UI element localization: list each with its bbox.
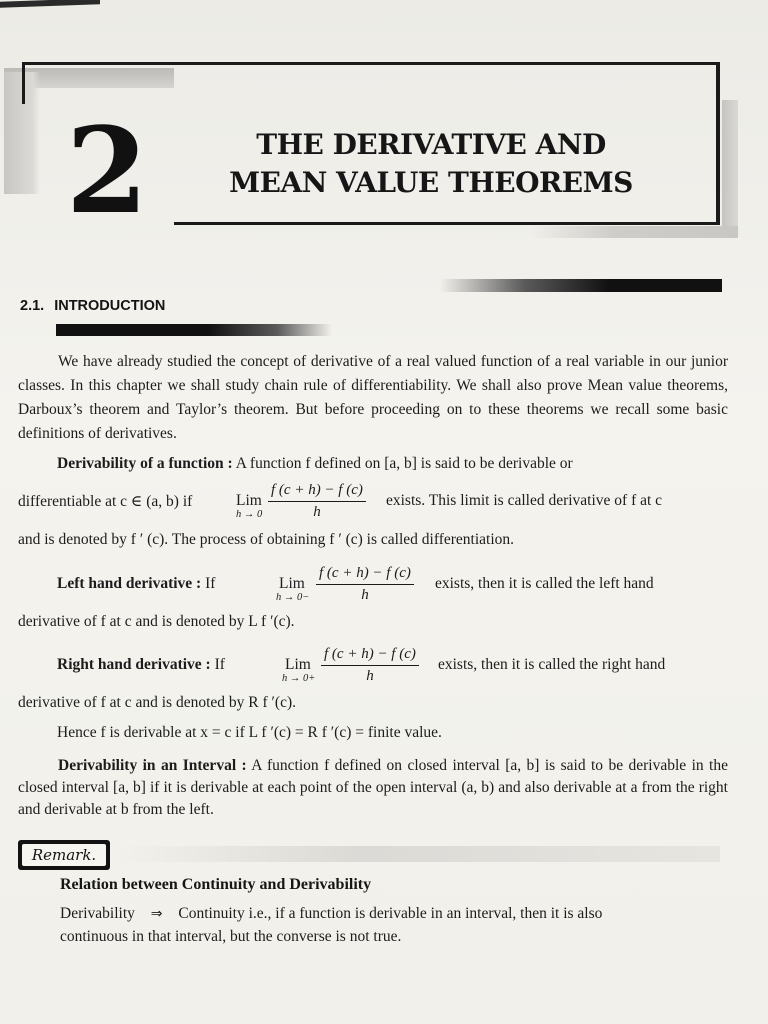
right-derivative-line2: derivative of f at c and is denoted by R f ′(c). (18, 694, 296, 711)
derivability-line2-prefix: differentiable at c ∈ (a, b) if (18, 493, 193, 510)
chapter-title (196, 126, 666, 202)
chapter-title-line1: THE DERIVATIVE AND (256, 128, 606, 161)
derivability-line3: and is denoted by f ′ (c). The process of obtaining f ′ (c) is called differentiation. (18, 531, 515, 548)
left-derivative-prefix: If (205, 575, 216, 592)
hence-line: Hence f is derivable at x = c if L f ′(c) = R f ′(c) = finite value. (57, 724, 442, 741)
derivability-fraction (268, 482, 366, 521)
right-derivative-lim-sub: h → 0+ (282, 673, 316, 684)
interval-paragraph (18, 755, 728, 821)
section-number: 2.1. (20, 298, 45, 314)
right-derivative-denominator: h (366, 668, 374, 684)
relation-line2: continuous in that interval, but the converse is not true. (60, 928, 402, 945)
left-derivative-numerator: f (c + h) − f (c) (316, 565, 414, 585)
right-derivative-heading-line (57, 656, 225, 674)
left-derivative-denominator: h (361, 587, 369, 603)
chapter-number: 2 (66, 101, 149, 240)
frame-border-right (716, 62, 720, 224)
faint-bleed-through (120, 846, 720, 862)
chapter-title-line2: MEAN VALUE THEOREMS (229, 166, 633, 199)
section-title: INTRODUCTION (54, 298, 166, 314)
derivability-heading: Derivability of a function : (57, 455, 233, 472)
frame-shadow-bottom (530, 226, 738, 238)
right-derivative-suffix: exists, then it is called the right hand (438, 656, 666, 673)
left-derivative-lim: Lim (279, 575, 305, 592)
implies-arrow-icon: ⇒ (150, 906, 163, 922)
remark-label: Remark. (22, 844, 106, 866)
remark-badge (18, 840, 110, 870)
left-derivative-heading: Left hand derivative : (57, 575, 202, 592)
derivability-line1-text: A function f defined on [a, b] is said to be derivable or (235, 455, 573, 472)
frame-border-left (22, 62, 25, 104)
relation-heading: Relation between Continuity and Derivability (60, 876, 372, 893)
intro-paragraph: We have already studied the concept of derivative of a real valued function of a real variable in our junior classes. In this chapter we shall study chain rule of differentiability. We shall also prove Mean value theorems, Darboux’s theorem and Taylor’s theorem. But before proceeding on to these theorems we recall some basic definitions of derivatives. (18, 353, 728, 442)
right-derivative-prefix: If (214, 656, 225, 673)
section-heading (20, 298, 165, 314)
left-derivative-lim-sub: h → 0− (276, 592, 310, 603)
right-derivative-numerator: f (c + h) − f (c) (321, 646, 419, 666)
frame-border-top (22, 62, 720, 65)
derivability-line1 (57, 455, 573, 473)
decorative-rule-left (56, 324, 332, 336)
interval-heading: Derivability in an Interval : (58, 757, 247, 774)
interval-text: A function f defined on closed interval [a, b] is said to be derivable in the closed interval [a, b] if it is derivable at each point of the open interval (a, b) and also derivable at a from the right and derivable at b from the left. (18, 757, 728, 818)
relation-line1 (60, 905, 602, 923)
derivability-denominator: h (313, 504, 321, 520)
derivability-line2-suffix: exists. This limit is called derivative of f at c (386, 492, 663, 509)
right-derivative-fraction (321, 646, 419, 685)
derivability-numerator: f (c + h) − f (c) (268, 482, 366, 502)
right-derivative-heading: Right hand derivative : (57, 656, 211, 673)
left-derivative-line2: derivative of f at c and is denoted by L f ′(c). (18, 613, 295, 630)
relation-left-term: Derivability (60, 905, 135, 922)
left-derivative-fraction (316, 565, 414, 604)
frame-shadow-right (722, 100, 738, 236)
left-derivative-heading-line (57, 575, 215, 593)
right-derivative-lim: Lim (285, 656, 311, 673)
relation-line1-text: Continuity i.e., if a function is derivable in an interval, then it is also (178, 905, 603, 922)
left-derivative-suffix: exists, then it is called the left hand (435, 575, 654, 592)
derivability-lim: Lim (236, 492, 262, 509)
decorative-rule-right (440, 279, 722, 292)
derivability-lim-sub: h → 0 (236, 509, 263, 520)
frame-border-bottom (174, 222, 720, 225)
